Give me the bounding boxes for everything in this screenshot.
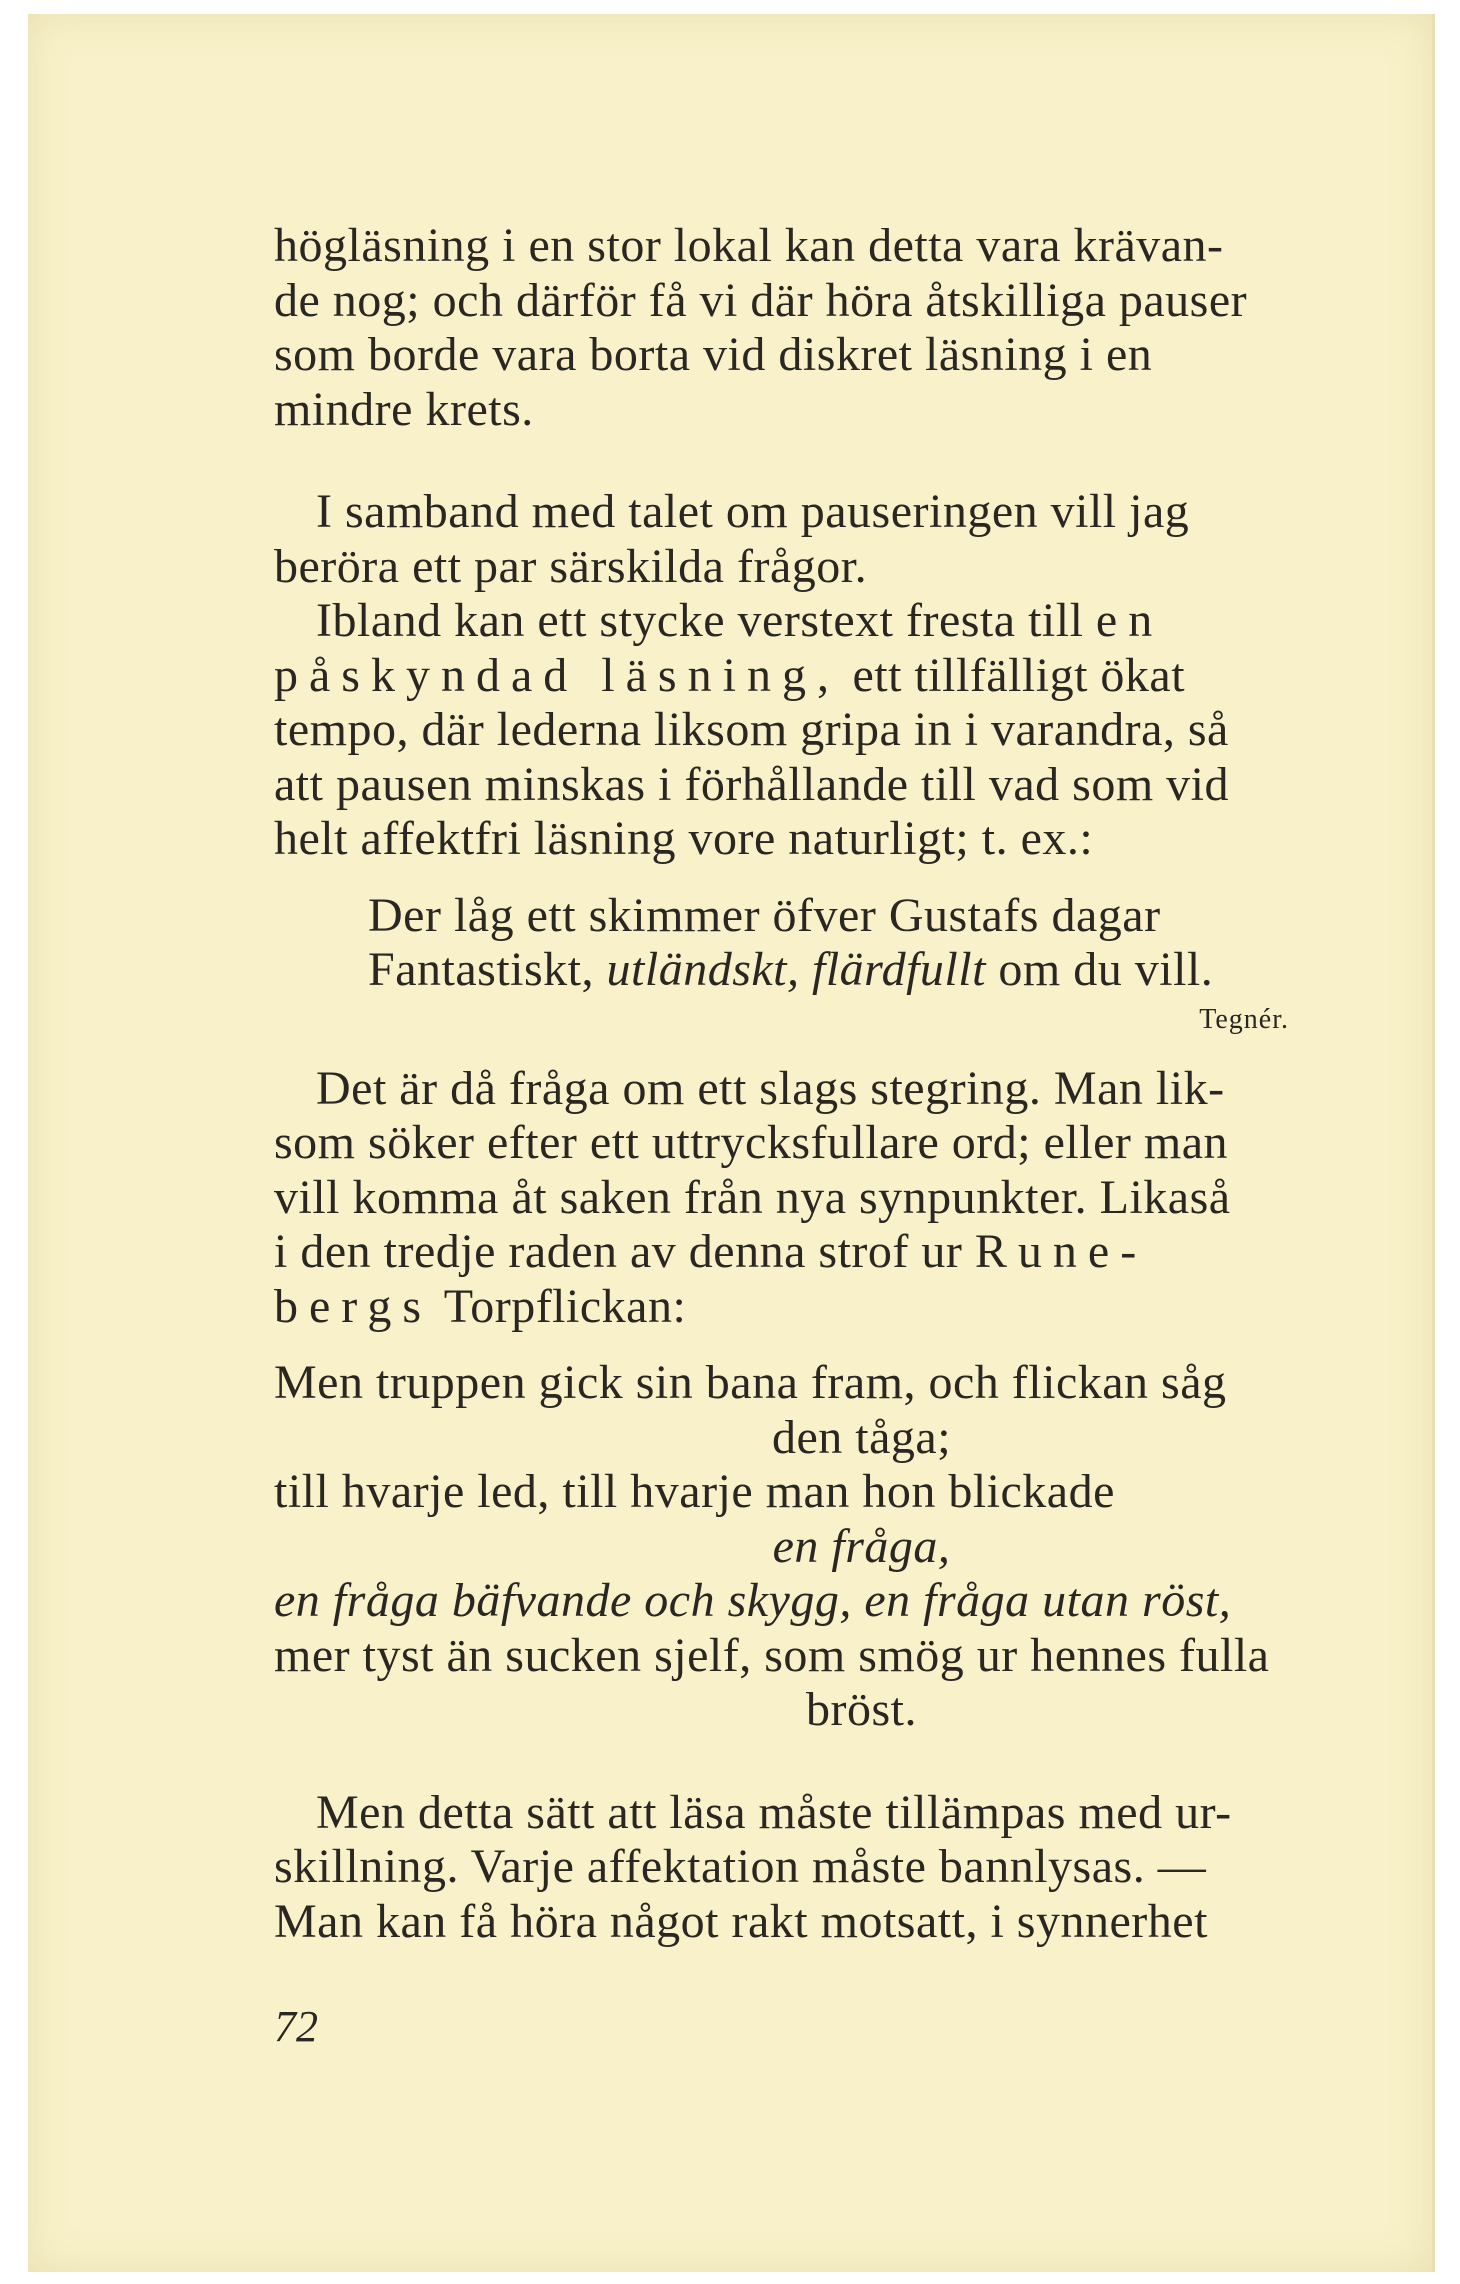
page-text [274, 219, 1329, 1949]
verse-line: Men truppen gick sin bana fram, och flickan såg [274, 1356, 1227, 1409]
spaced-emphasis: påskyndad läsning, [274, 648, 840, 702]
quote-line: Der låg ett skimmer öfver Gustafs dagar [368, 888, 1161, 942]
paragraph-2 [274, 485, 1329, 594]
paragraph-3 [274, 594, 1329, 867]
text-line: att pausen minskas i förhållande till vad som vid [274, 757, 1229, 811]
italic-phrase: en fråga, [772, 1519, 951, 1573]
verse-continuation [274, 1520, 1329, 1575]
text-line: ett tillfälligt ökat [839, 648, 1186, 702]
text-line: helt affektfri läsning vore naturligt; t. ex.: [274, 812, 1094, 865]
quote-line: om du vill. [985, 943, 1214, 996]
verse-continuation: bröst. [806, 1683, 917, 1736]
book-page [28, 14, 1435, 2272]
quotation [274, 889, 1329, 1040]
text-line: Men detta sätt att läsa måste tillämpas med ur- [316, 1785, 1232, 1839]
spaced-emphasis: en [1095, 594, 1164, 647]
text-line: Man kan få höra något rakt motsatt, i synnerhet [274, 1894, 1208, 1948]
text-line: beröra ett par särskilda frågor. [274, 539, 868, 593]
verse-line [274, 1574, 1329, 1629]
verse-block [274, 1356, 1329, 1738]
spaced-emphasis: Rune- [974, 1225, 1148, 1278]
text-line: Torpflickan: [432, 1279, 687, 1333]
text-line: som borde vara borta vid diskret läsning i en [274, 328, 1153, 381]
quote-line: Fantastiskt, [368, 943, 607, 996]
text-line: skillning. Varje affektation måste bannlysas. — [274, 1840, 1207, 1893]
page-number: 72 [274, 2002, 318, 2051]
verse-line: mer tyst än sucken sjelf, som smög ur hennes fulla [274, 1628, 1270, 1682]
text-line: tempo, där lederna liksom gripa in i varandra, så [274, 703, 1229, 756]
paragraph-1 [274, 219, 1329, 437]
text-line: de nog; och därför få vi där höra åtskilliga pauser [274, 273, 1248, 327]
text-line: Det är då fråga om ett slags stegring. Man lik- [316, 1061, 1225, 1115]
paragraph-5 [274, 1786, 1329, 1950]
spaced-emphasis: bergs [274, 1279, 433, 1333]
text-line: vill komma åt saken från nya synpunkter. Likaså [274, 1170, 1231, 1224]
text-line: mindre krets. [274, 382, 534, 436]
verse-line: till hvarje led, till hvarje man hon blickade [274, 1465, 1115, 1518]
text-line: i den tredje raden av denna strof ur [274, 1225, 975, 1278]
quote-citation: Tegnér. [1199, 1003, 1289, 1035]
verse-continuation: den tåga; [771, 1410, 952, 1464]
text-line: Ibland kan ett stycke verstext fresta till [316, 594, 1096, 647]
italic-phrase: utländskt, flärdfullt [606, 943, 986, 996]
text-line: som söker efter ett uttrycksfullare ord; eller man [274, 1116, 1228, 1169]
italic-phrase: en fråga bäfvande och skygg, en fråga utan röst, [274, 1574, 1232, 1627]
paragraph-4 [274, 1062, 1329, 1335]
text-line: I samband med talet om pauseringen vill jag [316, 485, 1190, 538]
text-line: högläsning i en stor lokal kan detta vara krävan- [274, 219, 1224, 272]
